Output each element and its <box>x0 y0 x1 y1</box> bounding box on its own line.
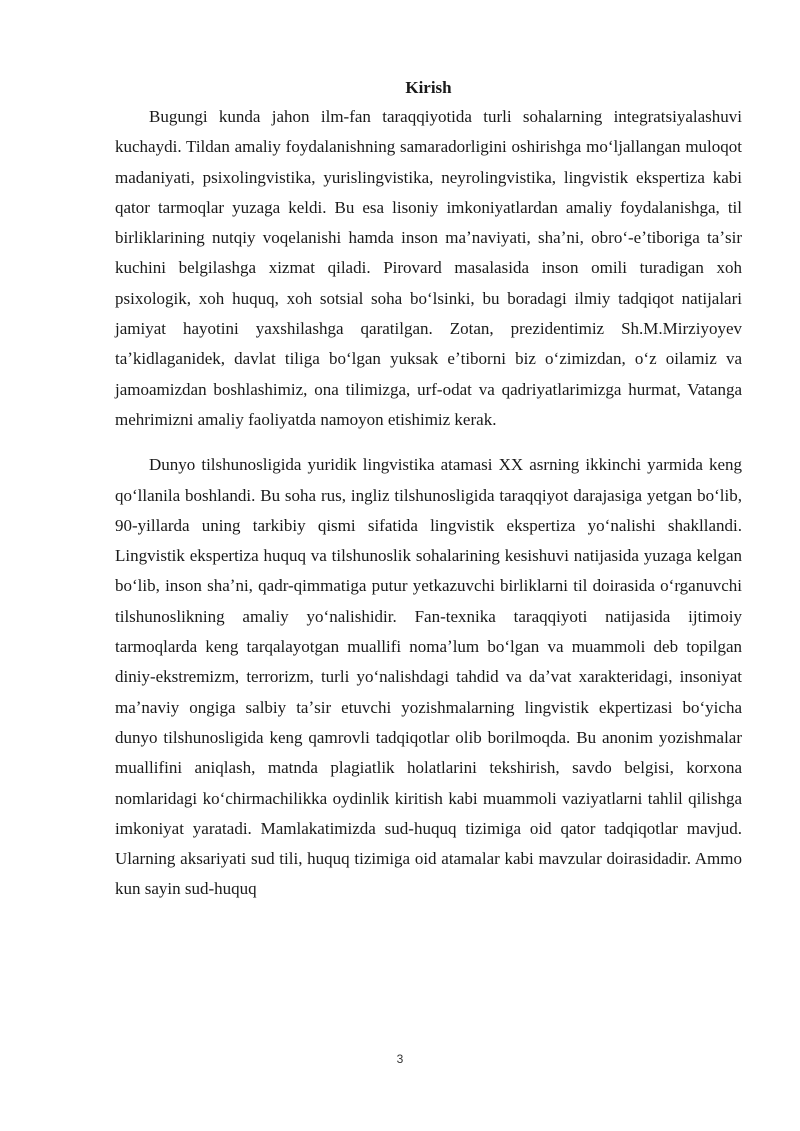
document-page <box>115 74 742 905</box>
section-title: Kirish <box>405 78 452 97</box>
page-number: 3 <box>396 1052 404 1066</box>
paragraph-intro: Bugungi kunda jahon ilm-fan taraqqiyotida turli sohalarning integratsiyalashuvi kuchaydi. Tildan amaliy foydalanishning samaradorligini oshirishga moʻljallangan muloqot madaniyati, psixolingvistika, yurislingvistika, neyrolingvistika, lingvistik ekspertiza kabi qator tarmoqlar yuzaga keldi. Bu esa lisoniy imkoniyatlardan amaliy foydalanishga, til birliklarining nutqiy voqelanishi hamda inson maʼnaviyati, shaʼni, obroʻ-eʼtiboriga taʼsir kuchini belgilashga xizmat qiladi. Pirovard masalasida inson omili turadigan xoh psixologik, xoh huquq, xoh sotsial soha boʻlsinki, bu boradagi ilmiy tadqiqot natijalari jamiyat hayotini yaxshilashga qaratilgan. Zotan, prezidentimiz Sh.M.Mirziyoyev taʼkidlaganidek, davlat tiliga boʻlgan yuksak eʼtiborni biz oʻzimizdan, oʻz oilamiz va jamoamizdan boshlashimiz, ona tilimizga, urf-odat va qadriyatlarimizga hurmat, Vatanga mehrimizni amaliy faoliyatda namoyon etishimiz kerak. <box>115 107 742 429</box>
paragraph-legal-linguistics: Dunyo tilshunosligida yuridik lingvistika atamasi XX asrning ikkinchi yarmida keng qoʻllanila boshlandi. Bu soha rus, ingliz tilshunosligida taraqqiyot darajasiga yetgan boʻlib, 90-yillarda uning tarkibiy qismi sifatida lingvistik ekspertiza yoʻnalishi shakllandi. Lingvistik ekspertiza huquq va tilshunoslik sohalarining kesishuvi natijasida yuzaga kelgan boʻlib, inson shaʼni, qadr-qimmatiga putur yetkazuvchi birliklarni til doirasida oʻrganuvchi tilshunoslikning amaliy yoʻnalishidir. Fan-texnika taraqqiyoti natijasida ijtimoiy tarmoqlarda keng tarqalayotgan muallifi nomaʼlum boʻlgan va muammoli deb topilgan diniy-ekstremizm, terrorizm, turli yoʻnalishdagi tahdid va daʼvat xarakteridagi, insoniyat maʼnaviy ongiga salbiy taʼsir etuvchi yozishmalarning lingvistik ekpertizasi boʻyicha dunyo tilshunosligida keng qamrovli tadqiqotlar olib borilmoqda. Bu anonim yozishmalar muallifini aniqlash, matnda plagiatlik holatlarini tekshirish, savdo belgisi, korxona nomlaridagi koʻchirmachilikka oydinlik kiritish kabi muammoli vaziyatlarni tahlil qilishga imkoniyat yaratadi. Mamlakatimizda sud-huquq tizimiga oid qator tadqiqotlar mavjud. Ularning aksariyati sud tili, huquq tizimiga oid atamalar kabi mavzular doirasidadir. Ammo kun sayin sud-huquq <box>115 455 742 899</box>
